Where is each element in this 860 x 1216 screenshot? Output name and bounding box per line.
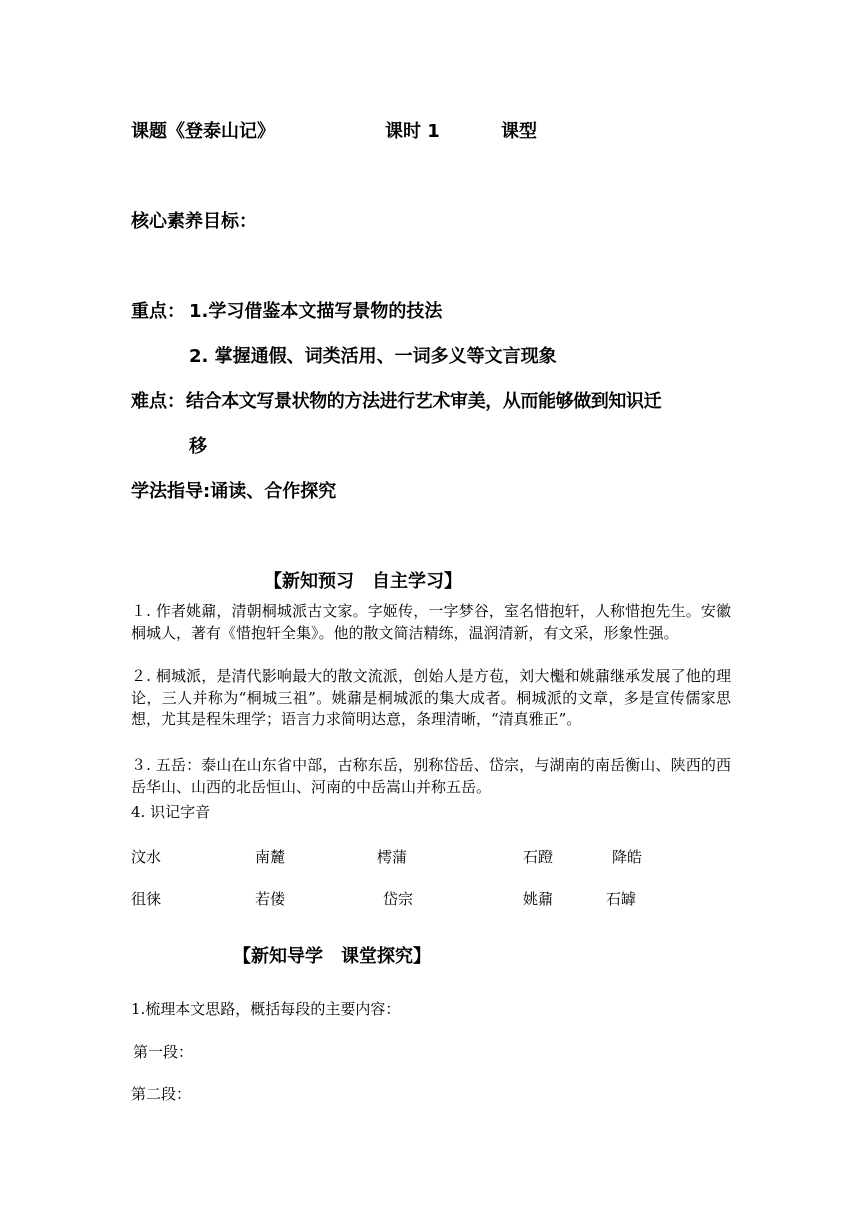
word-item: 樗蒲: [377, 848, 408, 866]
lesson-title: 课题《登泰山记》: [131, 121, 275, 142]
word-item: 降皓: [612, 848, 643, 866]
paragraph-2-label: 第二段：: [131, 1085, 192, 1103]
study-method: 学法指导:诵读、合作探究: [131, 481, 337, 502]
explore-heading: 【新知导学 课堂探究】: [233, 946, 431, 967]
key-point-label: 重点：: [131, 301, 185, 322]
lesson-type: 课型: [501, 121, 537, 142]
explore-question-1: 1.梳理本文思路，概括每段的主要内容：: [131, 1000, 401, 1018]
difficulty-line-1: 结合本文写景状物的方法进行艺术审美，从而能够做到知识迁: [186, 391, 662, 412]
word-item: 姚鼐: [523, 890, 554, 908]
paragraph-1-label: 第一段：: [133, 1043, 194, 1061]
key-point-2: 2. 掌握通假、词类活用、一词多义等文言现象: [189, 346, 557, 367]
word-item: 岱宗: [383, 890, 414, 908]
word-item: 南麓: [255, 848, 286, 866]
word-item: 徂徕: [131, 890, 162, 908]
preview-heading: 【新知预习 自主学习】: [264, 571, 462, 592]
preview-item-3: ３. 五岳：泰山在山东省中部，古称东岳，别称岱岳、岱宗，与湖南的南岳衡山、陕西的西岳华山、山西的北岳恒山、河南的中岳嵩山并称五岳。: [131, 756, 731, 796]
word-item: 若偻: [255, 890, 286, 908]
key-point-1: 1.学习借鉴本文描写景物的技法: [189, 301, 443, 322]
difficulty-label: 难点：: [131, 391, 185, 412]
word-item: 汶水: [131, 848, 162, 866]
word-item: 石蹬: [523, 848, 554, 866]
difficulty-line-2: 移: [189, 436, 207, 457]
lesson-period: 课时 1: [385, 121, 440, 142]
preview-item-2: ２. 桐城派，是清代影响最大的散文流派，创始人是方苞，刘大櫆和姚鼐继承发展了他的理论，三人并称为“桐城三祖”。姚鼐是桐城派的集大成者。桐城派的文章，多是宣传儒家思想，尤其是程朱理学；语言力求简明达意，条理清晰，“清真雅正”。: [131, 667, 731, 728]
preview-item-4: 4. 识记字音: [131, 803, 211, 821]
core-goal-label: 核心素养目标：: [131, 211, 257, 232]
word-item: 石罅: [606, 890, 637, 908]
preview-item-1: １. 作者姚鼐，清朝桐城派古文家。字姬传，一字梦谷，室名惜抱轩，人称惜抱先生。安徽桐城人，著有《惜抱轩全集》。他的散文简洁精练，温润清新，有文采，形象性强。: [131, 602, 731, 642]
